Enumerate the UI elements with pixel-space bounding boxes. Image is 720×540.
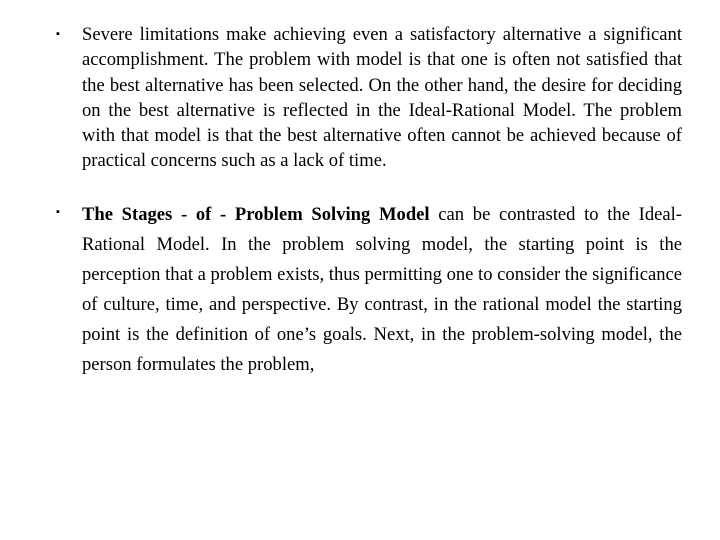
bullet-item-problem-solving-model [56,200,682,380]
bullet-text: Severe limitations make achieving even a satisfactory alternative a significant accomplishment. The problem with model is that one is often not satisfied that the best alternative has been selected. On the other hand, the desire for deciding on the best alternative is reflected in the Ideal-Rational Model. The problem with that model is that the best alternative often cannot be achieved because of practical concerns such as a lack of time. [82,24,682,172]
bullet-bold-lead: The Stages - of - Problem Solving Model [82,203,430,225]
bullet-list [56,22,682,380]
square-bullet-icon: ▪ [56,28,60,40]
square-bullet-icon: ▪ [56,205,60,218]
bullet-item-limitations [56,22,682,174]
bullet-text: can be contrasted to the Ideal-Rational Model. In the problem solving model, the starting point is the perception that a problem exists, thus permitting one to consider the significance of culture, time, and perspective. By contrast, in the rational model the starting point is the definition of one’s goals. Next, in the problem-solving model, the person formulates the problem, [82,203,683,375]
